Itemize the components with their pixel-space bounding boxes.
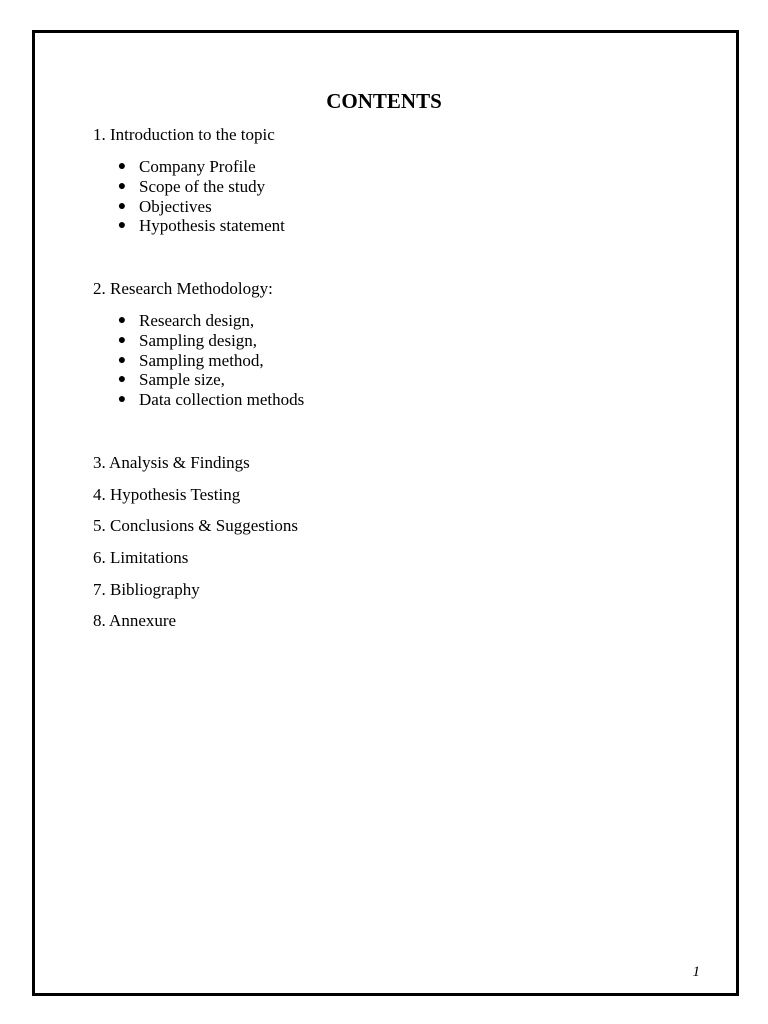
section-8-heading: 8. Annexure (93, 611, 177, 630)
section-2-heading: 2. Research Methodology: (93, 279, 273, 298)
section-5-heading: 5. Conclusions & Suggestions (93, 516, 298, 535)
section-6-heading: 6. Limitations (93, 548, 189, 567)
bullet-icon: ● (117, 332, 127, 348)
section-4-heading: 4. Hypothesis Testing (93, 485, 241, 504)
bullet-icon: ● (117, 352, 127, 368)
section-3-heading: 3. Analysis & Findings (93, 453, 250, 472)
bullet-icon: ● (117, 198, 127, 214)
bullet-icon: ● (117, 159, 127, 174)
section-1-heading: 1. Introduction to the topic (93, 125, 275, 144)
bullet-icon: ● (117, 178, 127, 194)
bullet-icon: ● (117, 218, 127, 234)
bullet-icon: ● (117, 313, 127, 328)
bullet-icon: ● (117, 392, 127, 408)
page-title: CONTENTS (326, 89, 442, 113)
section-7-heading: 7. Bibliography (93, 580, 200, 599)
page-number: 1 (692, 964, 700, 980)
bullet-icon: ● (117, 372, 127, 388)
